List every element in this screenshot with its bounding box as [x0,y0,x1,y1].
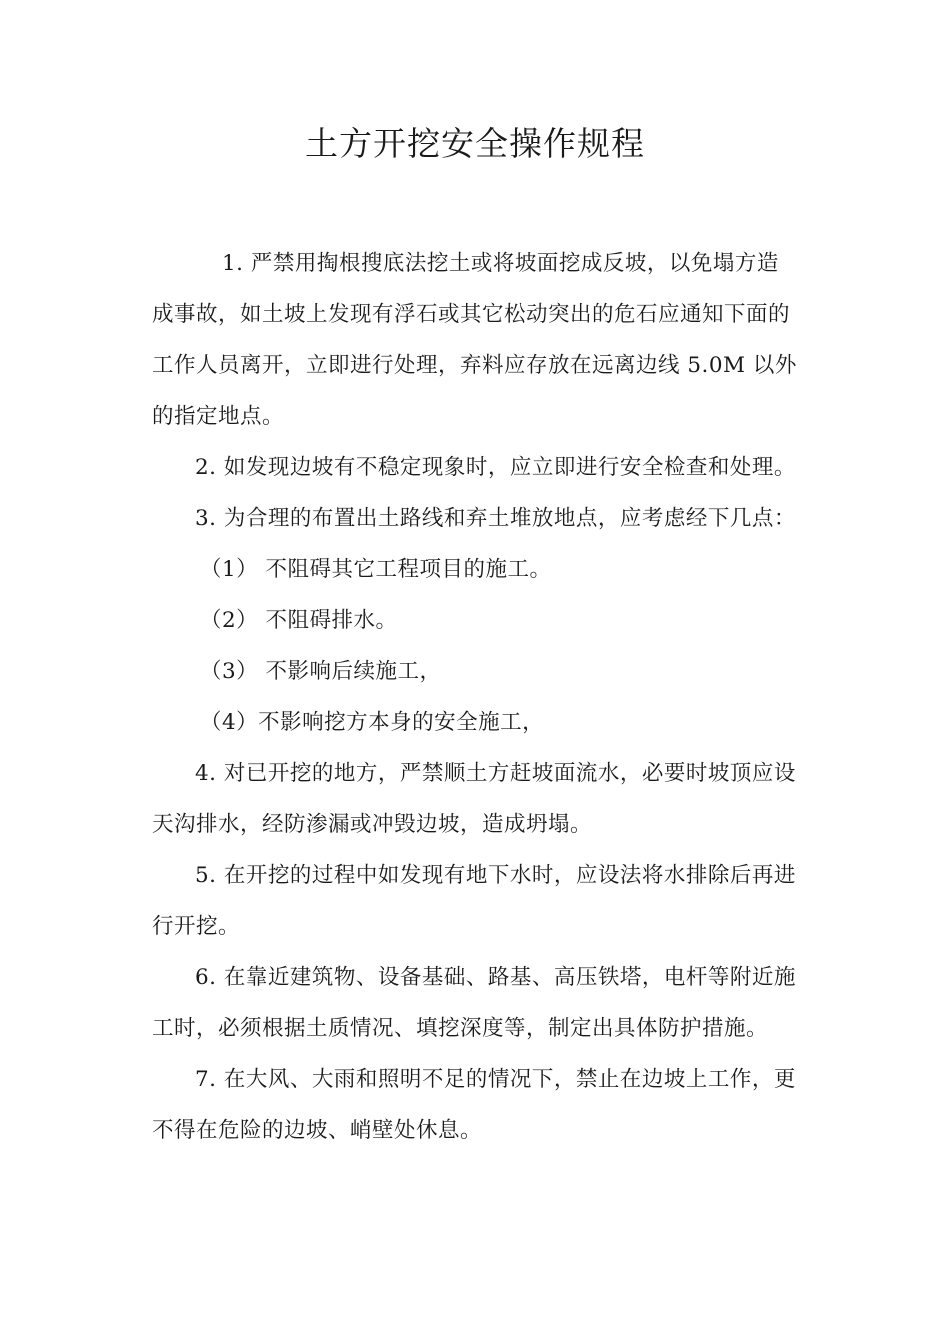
paragraph-rule-1: 1. 严禁用掏根搜底法挖土或将坡面挖成反坡，以免塌方造成事故，如土坡上发现有浮石或其它松动突出的危石应通知下面的工作人员离开，立即进行处理，弃料应存放在远离边线 5.0M 以外的指定地点。 [152,251,797,429]
paragraph-rule-6: 6. 在靠近建筑物、设备基础、路基、高压铁塔，电杆等附近施工时，必须根据土质情况、填挖深度等，制定出具体防护措施。 [152,965,796,1041]
list-item-3-4: （4）不影响挖方本身的安全施工， [200,710,545,735]
document-title: 土方开挖安全操作规程 [305,124,645,163]
list-item-3-2: （2） 不阻碍排水。 [200,608,398,633]
list-item-3-3: （3） 不影响后续施工， [200,659,442,684]
paragraph-rule-3: 3. 为合理的布置出土路线和弃土堆放地点，应考虑经下几点： [195,506,796,531]
list-item-3-1: （1） 不阻碍其它工程项目的施工。 [200,557,552,582]
paragraph-rule-7: 7. 在大风、大雨和照明不足的情况下，禁止在边坡上工作，更不得在危险的边坡、峭壁处休息。 [152,1067,796,1143]
paragraph-rule-5: 5. 在开挖的过程中如发现有地下水时，应设法将水排除后再进行开挖。 [152,863,796,939]
paragraph-rule-2: 2. 如发现边坡有不稳定现象时，应立即进行安全检查和处理。 [195,455,796,480]
paragraph-rule-4: 4. 对已开挖的地方，严禁顺土方赶坡面流水，必要时坡顶应设天沟排水，经防渗漏或冲毁边坡，造成坍塌。 [152,761,796,837]
document-body [152,238,800,1156]
